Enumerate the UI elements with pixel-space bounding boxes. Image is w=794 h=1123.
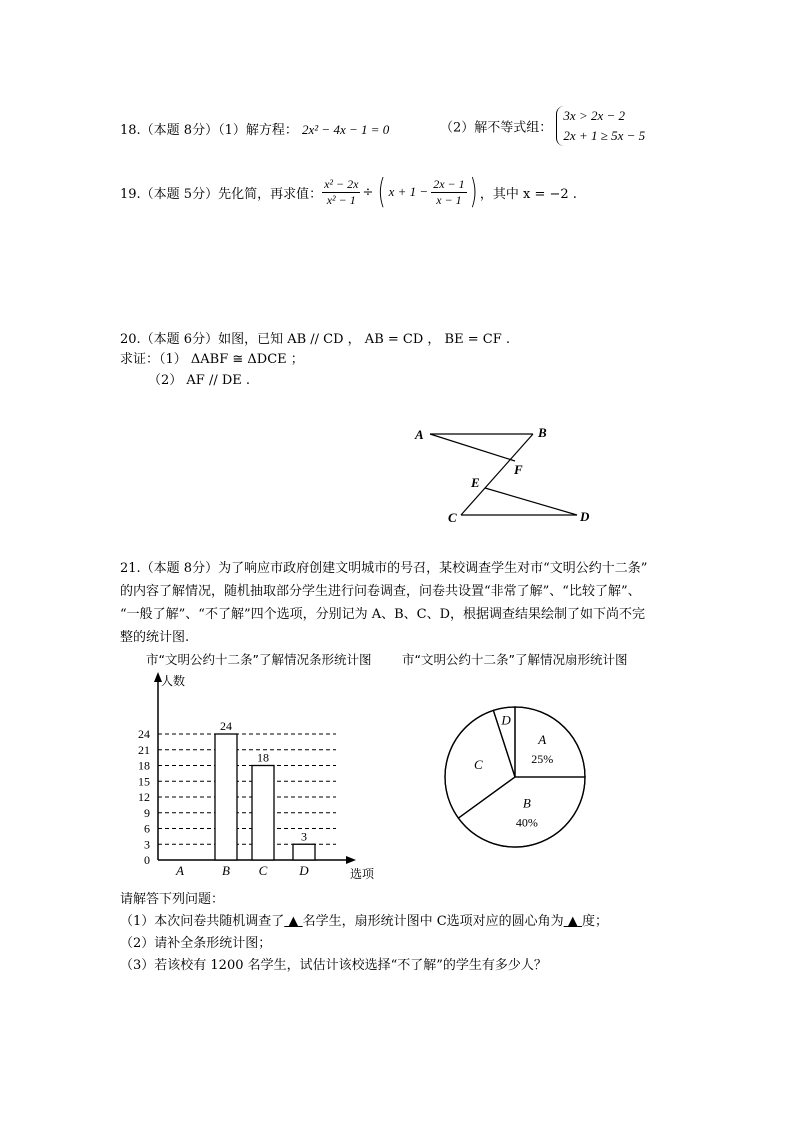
- q20-line3: （2） AF // DE .: [148, 373, 251, 388]
- segment-ED: [485, 488, 577, 515]
- q21-sub1-a: （1）本次问卷共随机调查了: [120, 914, 285, 929]
- left-paren: (: [377, 172, 386, 212]
- q18-ineq2: 2x + 1 ≥ 5x − 5: [563, 128, 646, 143]
- bar-B: [215, 734, 237, 860]
- geometry-figure: [405, 418, 605, 530]
- q19-label: 19.（本题 5分）先化简，再求值：: [120, 186, 323, 202]
- y-tick-label: 12: [138, 790, 150, 804]
- pie-percent-B: 40%: [515, 815, 538, 830]
- blank-1: [284, 914, 302, 929]
- q21-line2: 的内容了解情况，随机抽取部分学生进行问卷调查，问卷共设置“非常了解”、“比较了解”、: [120, 584, 641, 599]
- q20-line1: 20.（本题 6分）如图，已知 AB // CD ， AB = CD ， BE = CF .: [120, 332, 510, 347]
- blank-2-marker: ▲: [567, 914, 578, 929]
- x-axis-label: 选项: [350, 867, 375, 881]
- bar-C: [252, 766, 274, 861]
- bar-chart-title: 市“文明公约十二条”了解情况条形统计图: [146, 652, 372, 667]
- data-label-D: 3: [301, 829, 307, 844]
- q19-tail: ，其中 x = −2 .: [479, 186, 577, 202]
- pie-label-C: C: [474, 757, 483, 773]
- point-E-label: E: [471, 475, 480, 490]
- q19-divide: ÷: [362, 184, 374, 200]
- bar-D: [293, 844, 315, 860]
- right-paren: ): [469, 172, 478, 212]
- q21-sub1-b: 名学生，扇形统计图中 C选项对应的圆心角为: [302, 914, 564, 929]
- q21-sub2: （2）请补全条形统计图；: [120, 936, 272, 951]
- q18-inequality-system: [556, 106, 645, 146]
- y-tick-label: 21: [138, 742, 150, 757]
- blank-1-marker: ▲: [288, 914, 299, 929]
- x-axis-arrow: [346, 856, 356, 864]
- q18-equation: 2x² − 4x − 1 = 0: [302, 122, 390, 137]
- q21-line1: 21.（本题 8分）为了响应市政府创建文明城市的号召，某校调查学生对市“文明公约十二条”: [120, 561, 648, 576]
- q19-fraction-1: [322, 177, 360, 208]
- category-label-A: A: [176, 863, 184, 878]
- point-C-label: C: [448, 510, 457, 525]
- q19-fraction-2: [431, 177, 466, 208]
- q19-line: [120, 172, 577, 212]
- q21-line4: 整的统计图.: [120, 630, 190, 645]
- q19-inner-left: x + 1 −: [388, 184, 429, 199]
- category-label-C: C: [258, 863, 268, 878]
- data-label-B: 24: [220, 719, 232, 733]
- point-A-label: A: [415, 427, 424, 442]
- y-tick-label: 9: [144, 805, 150, 820]
- q18-part2-label: （2）解不等式组：: [440, 120, 553, 136]
- pie-label-D: D: [501, 712, 511, 728]
- data-label-C: 18: [257, 750, 269, 765]
- y-tick-label: 15: [138, 774, 150, 789]
- q18-part2: [440, 106, 645, 146]
- y-tick-label: 18: [138, 758, 150, 773]
- q19-f1-denominator: x² − 1: [326, 192, 356, 207]
- category-label-D: D: [299, 863, 309, 878]
- q21-sub1-c: 度；: [581, 914, 608, 929]
- y-tick-label: 3: [144, 837, 150, 852]
- q21-line3: “一般了解”、“不了解”四个选项，分别记为 A、B、C、D，根据调查结果绘制了如下尚不完: [120, 607, 646, 622]
- pie-chart-title: 市“文明公约十二条”了解情况扇形统计图: [402, 652, 628, 667]
- y-axis-label: 人数: [161, 674, 186, 688]
- q19-f1-numerator: x² − 2x: [324, 176, 359, 191]
- q21-intro: 请解答下列问题：: [120, 892, 225, 907]
- y-tick-label: 6: [144, 821, 150, 836]
- q18-line: [120, 119, 389, 138]
- q18-label: 18.（本题 8分）（1）解方程：: [120, 123, 298, 138]
- pie-chart: [440, 702, 590, 852]
- point-D-label: D: [580, 509, 590, 524]
- blank-2: [564, 914, 582, 929]
- q20-line2: 求证：（1） ΔABF ≅ ΔDCE ；: [120, 352, 304, 367]
- pie-label-B: B: [522, 795, 531, 811]
- q18-ineq1: 3x > 2x − 2: [563, 108, 626, 123]
- y-tick-label: 24: [138, 727, 150, 741]
- pie-percent-A: 25%: [531, 751, 554, 766]
- category-label-B: B: [222, 863, 230, 878]
- q19-f2-numerator: 2x − 1: [433, 176, 465, 191]
- segment-AF: [430, 434, 515, 461]
- q21-sub3: （3）若该校有 1200 名学生，试估计该校选择“不了解”的学生有多少人？: [120, 958, 547, 973]
- point-B-label: B: [538, 425, 547, 440]
- point-F-label: F: [514, 462, 523, 477]
- bar-chart: [118, 668, 388, 883]
- q19-f2-denominator: x − 1: [436, 192, 462, 207]
- q21-sub1: [120, 910, 608, 929]
- y-tick-label: 0: [144, 853, 150, 867]
- pie-label-A: A: [538, 731, 547, 747]
